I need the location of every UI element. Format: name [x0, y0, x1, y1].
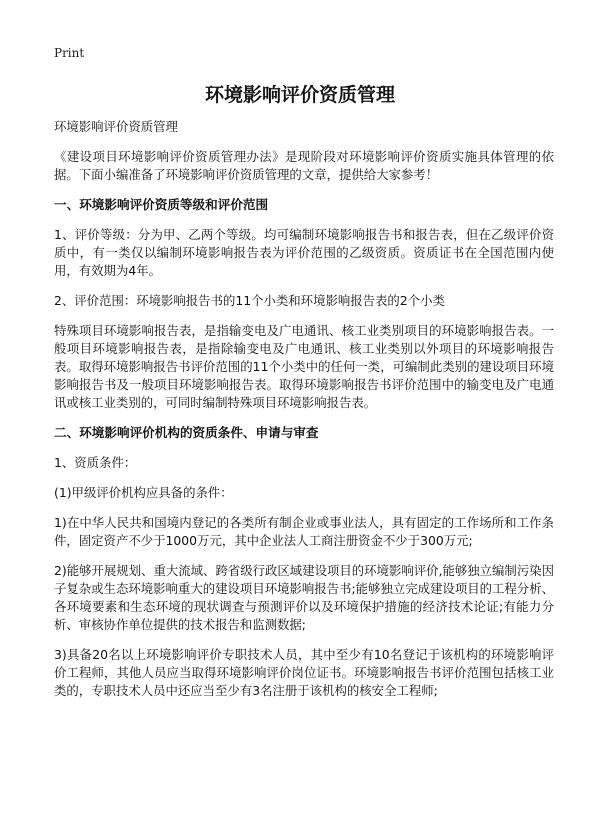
paragraph: 1、资质条件：: [54, 455, 137, 470]
paragraph: (1)甲级评价机构应具备的条件：: [54, 485, 233, 500]
document-body: [54, 118, 554, 712]
document-subtitle: 环境影响评价资质管理: [54, 119, 178, 134]
paragraph: 1、评价等级：分为甲、乙两个等级。均可编制环境影响报告书和报告表，但在乙级评价资质中，有一类仅以编制环境影响报告表为评价范围的乙级资质。资质证书在全国范围内使用，有效期为4年。: [54, 227, 554, 278]
section-heading-2: 二、环境影响评价机构的资质条件、申请与审查: [54, 425, 319, 440]
paragraph: 3)具备20名以上环境影响评价专职技术人员，其中至少有10名登记于该机构的环境影响评价工程师，其他人员应当取得环境影响评价岗位证书。环境影响报告书评价范围包括核工业类的，专职技术人员中还应当至少有3名注册于该机构的核安全工程师;: [54, 647, 554, 698]
page-title: 环境影响评价资质管理: [204, 84, 395, 106]
section-heading-1: 一、环境影响评价资质等级和评价范围: [54, 197, 269, 212]
print-link[interactable]: Print: [54, 46, 85, 60]
paragraph: 1)在中华人民共和国境内登记的各类所有制企业或事业法人，具有固定的工作场所和工作条件，固定资产不少于1000万元，其中企业法人工商注册资金不少于300万元;: [54, 515, 554, 548]
intro-paragraph: 《建设项目环境影响评价资质管理办法》是现阶段对环境影响评价资质实施具体管理的依据。下面小编准备了环境影响评价资质管理的文章，提供给大家参考！: [54, 149, 554, 182]
paragraph: 特殊项目环境影响报告表，是指输变电及广电通讯、核工业类别项目的环境影响报告表。一般项目环境影响报告表，是指除输变电及广电通讯、核工业类别以外项目的环境影响报告表。取得环境影响报告书评价范围的11个小类中的任何一类，可编制此类别的建设项目环境影响报告书及一般项目环境影响报告表。取得环境影响报告书评价范围中的输变电及广电通讯或核工业类别的，可同时编制特殊项目环境影响报告表。: [54, 323, 554, 410]
paragraph: 2)能够开展规划、重大流域、跨省级行政区域建设项目的环境影响评价,能够独立编制污染因子复杂或生态环境影响重大的建设项目环境影响报告书;能够独立完成建设项目的工程分析、各环境要素和生态环境的现状调查与预测评价以及环境保护措施的经济技术论证;有能力分析、审核协作单位提供的技术报告和监测数据;: [54, 563, 554, 632]
paragraph: 2、评价范围：环境影响报告书的11个小类和环境影响报告表的2个小类: [54, 293, 445, 308]
